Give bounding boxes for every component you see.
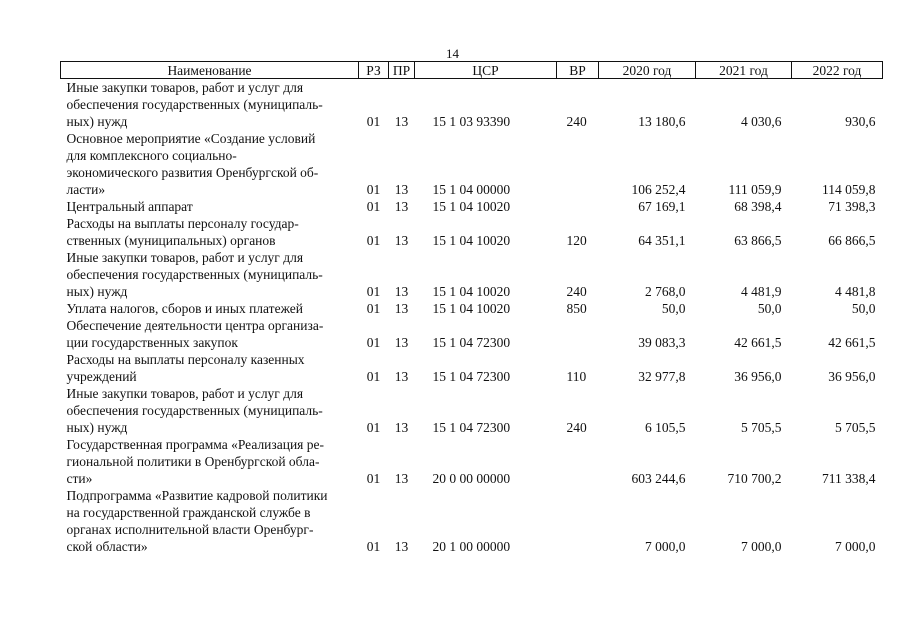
cell-rz: 01: [366, 539, 381, 554]
cell-2021: 111 059,9: [728, 182, 782, 197]
cell-rz: 01: [366, 114, 381, 129]
column-header-2021: 2021 год: [696, 62, 792, 79]
cell-2022: 42 661,5: [828, 335, 876, 350]
budget-table: [60, 61, 883, 555]
cell-2021: 7 000,0: [741, 539, 782, 554]
row-name-line: ской области»: [66, 539, 148, 554]
row-name: [61, 215, 359, 249]
cell-csr: 20 0 00 00000: [432, 471, 511, 486]
cell-2020: 32 977,8: [638, 369, 686, 384]
cell-vr: [557, 198, 599, 215]
cell-rz: 01: [366, 335, 381, 350]
cell-2020: 67 169,1: [638, 199, 686, 214]
table-row: [61, 198, 883, 215]
cell-vr: [557, 317, 599, 351]
cell-pr: 13: [394, 420, 409, 435]
column-header-name: Наименование: [61, 62, 359, 79]
row-name: [61, 385, 359, 436]
row-name-line: Обеспечение деятельности центра организа-: [66, 318, 324, 333]
cell-pr: 13: [394, 114, 409, 129]
cell-pr: 13: [394, 199, 409, 214]
cell-2022: 711 338,4: [822, 471, 876, 486]
cell-2022: 114 059,8: [822, 182, 876, 197]
cell-csr: 15 1 04 72300: [432, 420, 511, 435]
row-name: [61, 130, 359, 198]
row-name-line: гиональной политики в Оренбургской обла-: [66, 454, 320, 469]
cell-pr: 13: [394, 233, 409, 248]
row-name-line: Иные закупки товаров, работ и услуг для: [66, 250, 304, 265]
column-header-2022: 2022 год: [792, 62, 883, 79]
row-name-line: Основное мероприятие «Создание условий: [66, 131, 316, 146]
row-name-line: ных) нужд: [66, 420, 128, 435]
row-name-line: обеспечения государственных (муниципаль-: [66, 403, 323, 418]
cell-csr: 15 1 04 10020: [432, 199, 511, 214]
row-name: [61, 317, 359, 351]
table-row: [61, 215, 883, 249]
row-name-line: органах исполнительной власти Оренбург-: [66, 522, 314, 537]
row-name-line: сти»: [66, 471, 93, 486]
cell-rz: 01: [366, 284, 381, 299]
row-name-line: ции государственных закупок: [66, 335, 238, 350]
cell-rz: 01: [366, 301, 381, 316]
cell-pr: 13: [394, 182, 409, 197]
cell-csr: 15 1 04 10020: [432, 301, 511, 316]
cell-vr: 240: [566, 114, 587, 129]
row-name-line: Расходы на выплаты персоналу государ-: [66, 216, 299, 231]
cell-csr: 15 1 03 93390: [432, 114, 511, 129]
cell-2022: 36 956,0: [828, 369, 876, 384]
table-row: [61, 351, 883, 385]
cell-csr: 20 1 00 00000: [432, 539, 511, 554]
cell-csr: 15 1 04 00000: [432, 182, 511, 197]
row-name-line: ных) нужд: [66, 114, 128, 129]
cell-pr: 13: [394, 335, 409, 350]
row-name: [61, 249, 359, 300]
table-row: [61, 436, 883, 487]
cell-vr: 110: [566, 369, 587, 384]
cell-2021: 42 661,5: [734, 335, 782, 350]
cell-2020: 106 252,4: [631, 182, 686, 197]
column-header-vr: ВР: [557, 62, 599, 79]
cell-csr: 15 1 04 10020: [432, 284, 511, 299]
cell-2020: 50,0: [661, 301, 686, 316]
cell-2021: 4 481,9: [741, 284, 782, 299]
row-name-line: для комплексного социально-: [66, 148, 237, 163]
row-name-line: ственных (муниципальных) органов: [66, 233, 276, 248]
cell-2022: 5 705,5: [835, 420, 876, 435]
row-name-line: экономического развития Оренбургской об-: [66, 165, 319, 180]
cell-2021: 5 705,5: [741, 420, 782, 435]
cell-rz: 01: [366, 233, 381, 248]
cell-pr: 13: [394, 471, 409, 486]
cell-2022: 50,0: [851, 301, 876, 316]
cell-2020: 13 180,6: [638, 114, 686, 129]
row-name-line: Иные закупки товаров, работ и услуг для: [66, 80, 304, 95]
cell-vr: [557, 436, 599, 487]
cell-2022: 930,6: [845, 114, 876, 129]
table-row: [61, 317, 883, 351]
row-name-line: Центральный аппарат: [66, 199, 193, 214]
cell-2020: 64 351,1: [638, 233, 686, 248]
cell-csr: 15 1 04 10020: [432, 233, 511, 248]
cell-rz: 01: [366, 199, 381, 214]
cell-2020: 603 244,6: [631, 471, 686, 486]
cell-pr: 13: [394, 369, 409, 384]
row-name-line: ласти»: [66, 182, 106, 197]
cell-vr: [557, 130, 599, 198]
row-name: [61, 300, 359, 317]
cell-rz: 01: [366, 471, 381, 486]
cell-vr: 850: [566, 301, 587, 316]
cell-2022: 71 398,3: [828, 199, 876, 214]
row-name-line: Иные закупки товаров, работ и услуг для: [66, 386, 304, 401]
row-name: [61, 436, 359, 487]
table-row: [61, 385, 883, 436]
row-name-line: Государственная программа «Реализация ре-: [66, 437, 325, 452]
column-header-csr: ЦСР: [415, 62, 557, 79]
cell-vr: 240: [566, 420, 587, 435]
cell-2022: 7 000,0: [835, 539, 876, 554]
column-header-2020: 2020 год: [599, 62, 696, 79]
table-row: [61, 300, 883, 317]
cell-2021: 68 398,4: [734, 199, 782, 214]
column-header-pr: ПР: [389, 62, 415, 79]
row-name-line: Расходы на выплаты персоналу казенных: [66, 352, 305, 367]
cell-csr: 15 1 04 72300: [432, 335, 511, 350]
cell-2020: 39 083,3: [638, 335, 686, 350]
row-name: [61, 198, 359, 215]
row-name: [61, 79, 359, 131]
cell-2021: 36 956,0: [734, 369, 782, 384]
cell-csr: 15 1 04 72300: [432, 369, 511, 384]
cell-2020: 6 105,5: [645, 420, 686, 435]
cell-2021: 50,0: [757, 301, 782, 316]
cell-2021: 63 866,5: [734, 233, 782, 248]
row-name: [61, 487, 359, 555]
column-header-rz: РЗ: [359, 62, 389, 79]
row-name-line: ных) нужд: [66, 284, 128, 299]
cell-rz: 01: [366, 420, 381, 435]
cell-vr: [557, 487, 599, 555]
cell-2021: 710 700,2: [727, 471, 782, 486]
row-name-line: обеспечения государственных (муниципаль-: [66, 267, 323, 282]
cell-2021: 4 030,6: [741, 114, 782, 129]
table-row: [61, 130, 883, 198]
cell-vr: 240: [566, 284, 587, 299]
table-row: [61, 249, 883, 300]
page-number: 14: [446, 46, 459, 61]
cell-rz: 01: [366, 182, 381, 197]
table-row: [61, 79, 883, 131]
row-name-line: учреждений: [66, 369, 137, 384]
table-header-row: [61, 62, 883, 79]
row-name-line: обеспечения государственных (муниципаль-: [66, 97, 323, 112]
cell-pr: 13: [394, 284, 409, 299]
cell-pr: 13: [394, 301, 409, 316]
cell-rz: 01: [366, 369, 381, 384]
row-name-line: Уплата налогов, сборов и иных платежей: [66, 301, 303, 316]
cell-2022: 4 481,8: [835, 284, 876, 299]
table-row: [61, 487, 883, 555]
cell-pr: 13: [394, 539, 409, 554]
cell-2020: 7 000,0: [645, 539, 686, 554]
row-name: [61, 351, 359, 385]
cell-vr: 120: [566, 233, 587, 248]
cell-2022: 66 866,5: [828, 233, 876, 248]
cell-2020: 2 768,0: [645, 284, 686, 299]
row-name-line: на государственной гражданской службе в: [66, 505, 311, 520]
row-name-line: Подпрограмма «Развитие кадровой политики: [66, 488, 328, 503]
